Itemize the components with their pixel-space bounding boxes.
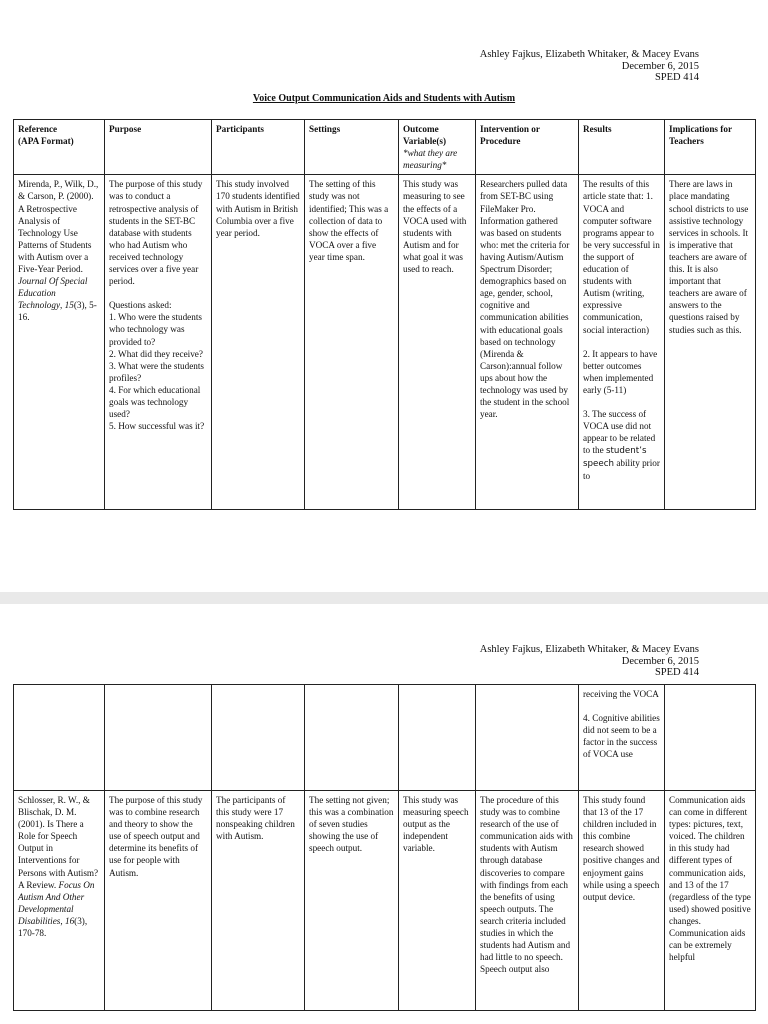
column-header-settings: Settings bbox=[305, 120, 399, 175]
table-header-row bbox=[14, 120, 756, 175]
settings-cell: The setting not given; this was a combination of seven studies showing the use of speech output. bbox=[305, 791, 399, 1011]
literature-table-continued bbox=[13, 684, 756, 1011]
page-header bbox=[480, 644, 699, 679]
settings-cell: The setting of this study was not identified; This was a collection of data to show the effects of VOCA over a five year time span. bbox=[305, 175, 399, 510]
reference-cell: Schlosser, R. W., & Blischak, D. M. (2001). Is There a Role for Speech Output in Interventions for Persons with Autism? A Review. Focus On Autism And Other Developmental Disabilities, 16(3), 170-78. bbox=[14, 791, 105, 1011]
results-cell: receiving the VOCA 4. Cognitive abilities did not seem to be a factor in the success of VOCA use bbox=[579, 685, 665, 791]
header-date: December 6, 2015 bbox=[621, 60, 699, 72]
document-page-2 bbox=[0, 604, 768, 1024]
table-row-continuation bbox=[14, 685, 756, 791]
procedure-cell: The procedure of this study was to combine research of the use of communication aids with students with Autism through database discoveries to compare with findings from each the benefits of using speech outputs. The search criteria included studies in which the students had Autism and had little to no speech. Speech output also bbox=[476, 791, 579, 1011]
table-row bbox=[14, 791, 756, 1011]
column-header-procedure: Intervention or Procedure bbox=[476, 120, 579, 175]
implications-cell: Communication aids can come in different types: pictures, text, voiced. The children in this study had different types of communication aids, and 13 of the 17 (regardless of the type used) showed positive changes. Communication aids can be extremely helpful bbox=[665, 791, 756, 1011]
header-date: December 6, 2015 bbox=[621, 655, 699, 667]
header-authors: Ashley Fajkus, Elizabeth Whitaker, & Macey Evans bbox=[479, 49, 699, 60]
column-header-participants: Participants bbox=[212, 120, 305, 175]
column-header-reference: Reference (APA Format) bbox=[14, 120, 105, 175]
column-header-outcome: Outcome Variable(s) *what they are measuring* bbox=[399, 120, 476, 175]
procedure-cell: Researchers pulled data from SET-BC using FileMaker Pro. Information gathered was based on students who: met the criteria for having Autism/Autism Spectrum Disorder; demographics based on age, gender, school, cognitive and communication abilities with educational goals based on technology (Mirenda & Carson):annual follow ups about how the technology was used by the student in the school year. bbox=[476, 175, 579, 510]
literature-table bbox=[13, 119, 756, 510]
header-course: SPED 414 bbox=[654, 667, 699, 678]
reference-cell: Mirenda, P., Wilk, D., & Carson, P. (2000). A Retrospective Analysis of Technology Use Patterns of Students with Autism over a Five-Year Period. Journal Of Special Education Technology, 15(3), 5-16. bbox=[14, 175, 105, 510]
outcome-cell: This study was measuring to see the effects of a VOCA used with students with Autism and for what goal it was used to reach. bbox=[399, 175, 476, 510]
column-header-purpose: Purpose bbox=[105, 120, 212, 175]
table-row bbox=[14, 175, 756, 510]
page-header bbox=[480, 49, 699, 84]
results-cell: The results of this article state that: 1. VOCA and computer software programs appear to be very successful in the support of education of students with Autism (writing, expressive communication, social interaction) 2. It appears to have better outcomes when implemented early (5-11) 3. The success of VOCA use did not appear to be related to the student’s speech ability prior to bbox=[579, 175, 665, 510]
document-title: Voice Output Communication Aids and Students with Autism bbox=[252, 93, 516, 104]
header-course: SPED 414 bbox=[654, 72, 699, 83]
column-header-implications: Implications for Teachers bbox=[665, 120, 756, 175]
purpose-cell: The purpose of this study was to conduct a retrospective analysis of students in the SET-BC database with students who had Autism who received technology services over a five year period. Questions asked: 1. Who were the students who technology was provided to? 2. What did they receive? 3. What were the students profiles? 4. For which educational goals was technology used? 5. How successful was it? bbox=[105, 175, 212, 510]
column-header-results: Results bbox=[579, 120, 665, 175]
header-authors: Ashley Fajkus, Elizabeth Whitaker, & Macey Evans bbox=[479, 644, 699, 655]
purpose-cell: The purpose of this study was to combine research and theory to show the use of speech output and determine its benefits of use for people with Autism. bbox=[105, 791, 212, 1011]
outcome-cell: This study was measuring speech output as the independent variable. bbox=[399, 791, 476, 1011]
implications-cell: There are laws in place mandating school districts to use assistive technology services in schools. It is imperative that teachers are aware of this. It is also important that teachers are aware of answers to the questions raised by studies such as this. bbox=[665, 175, 756, 510]
participants-cell: The participants of this study were 17 nonspeaking children with Autism. bbox=[212, 791, 305, 1011]
participants-cell: This study involved 170 students identified with Autism in British Columbia over a five year period. bbox=[212, 175, 305, 510]
results-cell: This study found that 13 of the 17 children included in this combine research showed positive changes and enjoyment gains while using a speech output device. bbox=[579, 791, 665, 1011]
